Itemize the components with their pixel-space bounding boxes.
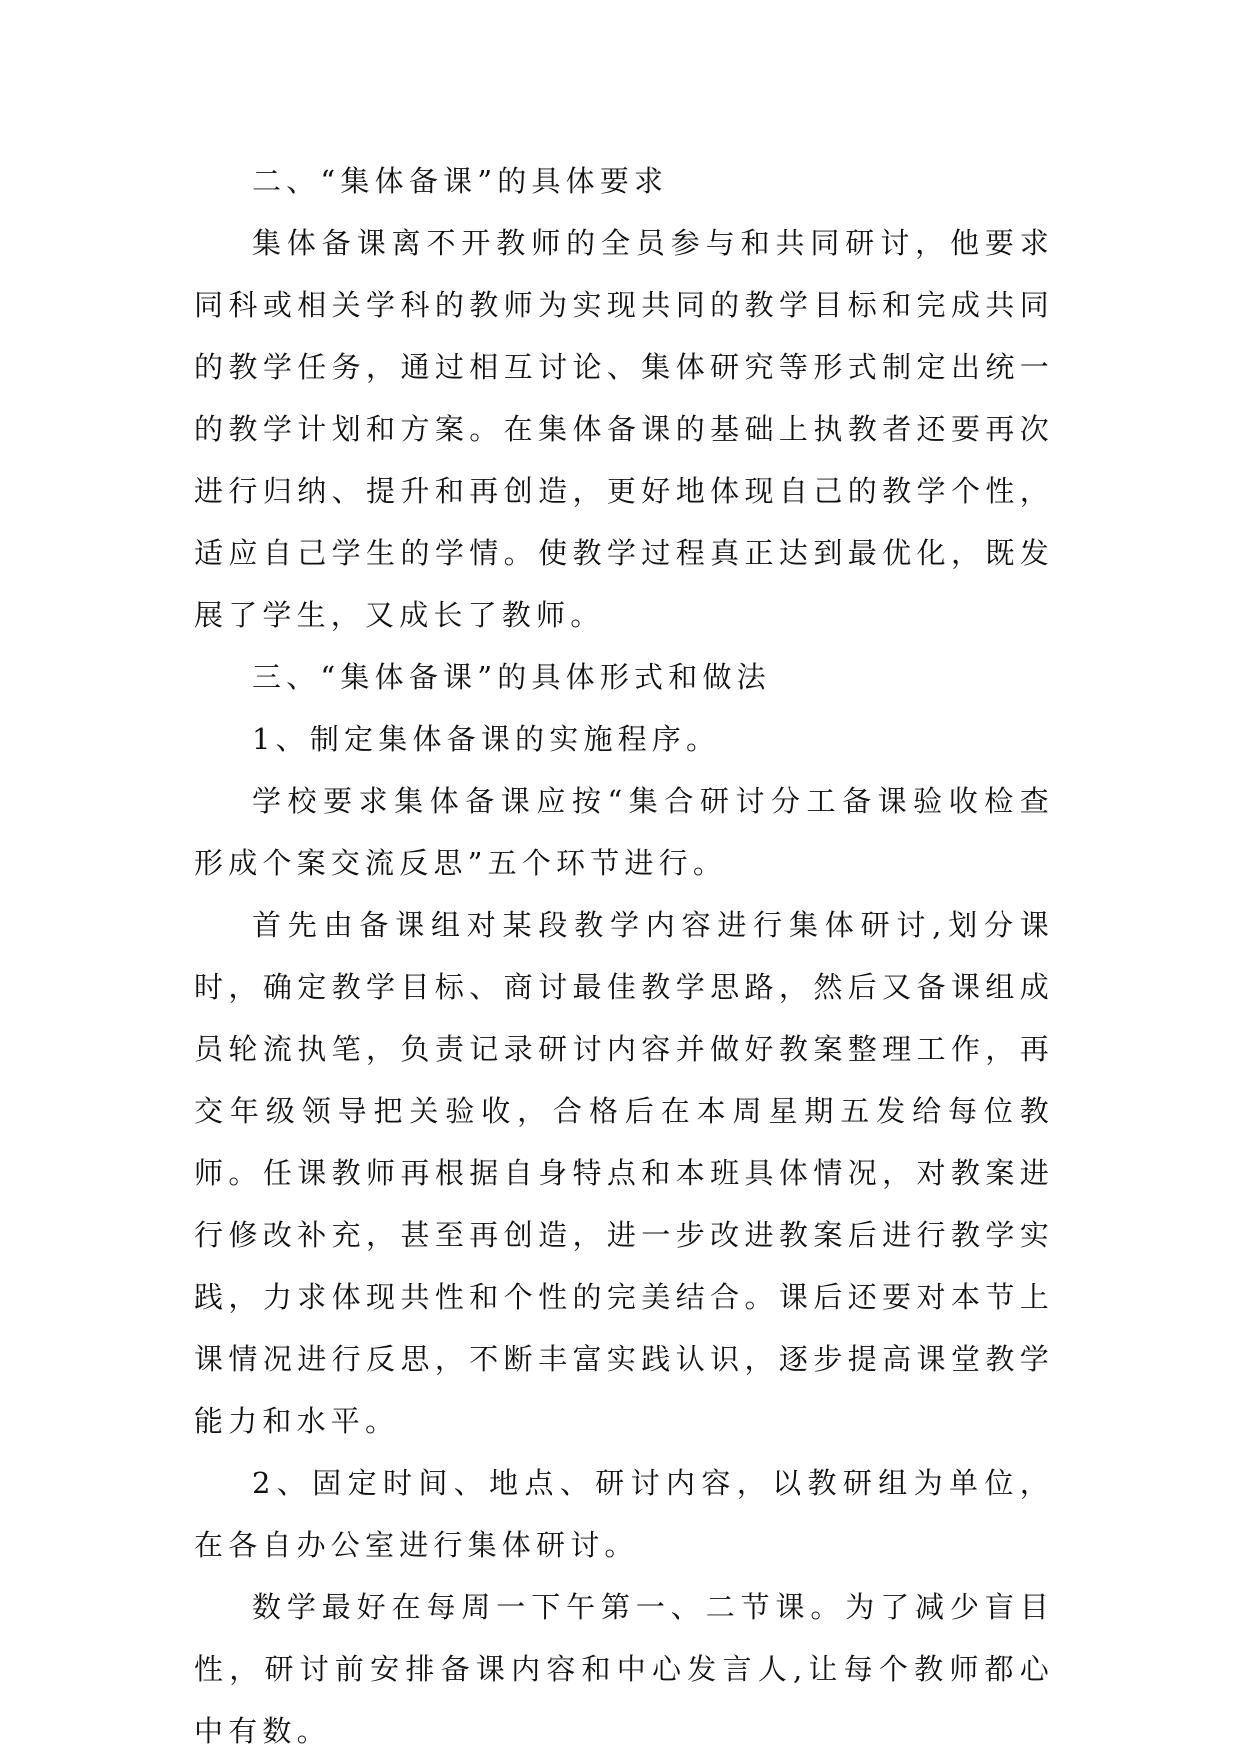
section-heading-requirements: 二、“集体备课”的具体要求 [252,164,669,198]
paragraph-math-schedule: 数学最好在每周一下午第一、二节课。为了减少盲目性，研讨前安排备课内容和中心发言人,让每个教师都心中有数。 [194,1590,1054,1748]
subheading-procedure: 1、制定集体备课的实施程序。 [252,722,721,756]
paragraph-process-details: 首先由备课组对某段教学内容进行集体研讨,划分课时，确定教学目标、商讨最佳教学思路，然后又备课组成员轮流执笔，负责记录研讨内容并做好教案整理工作，再交年级领导把关验收，合格后在本周星期五发给每位教师。任课教师再根据自身特点和本班具体情况，对教案进行修改补充，甚至再创造，进一步改进教案后进行教学实践，力求体现共性和个性的完美结合。课后还要对本节上课情况进行反思，不断丰富实践认识，逐步提高课堂教学能力和水平。 [194,908,1054,1438]
paragraph-five-steps: 学校要求集体备课应按“集合研讨分工备课验收检查形成个案交流反思”五个环节进行。 [194,784,1054,880]
paragraph-collective-prep-definition: 集体备课离不开教师的全员参与和共同研讨，他要求同科或相关学科的教师为实现共同的教学目标和完成共同的教学任务，通过相互讨论、集体研究等形式制定出统一的教学计划和方案。在集体备课的基础上执教者还要再次进行归纳、提升和再创造，更好地体现自己的教学个性，适应自己学生的学情。使教学过程真正达到最优化，既发展了学生，又成长了教师。 [194,226,1054,632]
section-heading-forms-methods: 三、“集体备课”的具体形式和做法 [252,660,771,694]
subheading-fixed-time-place: 2、固定时间、地点、研讨内容，以教研组为单位，在各自办公室进行集体研讨。 [194,1466,1054,1562]
document-page [194,150,1054,1762]
